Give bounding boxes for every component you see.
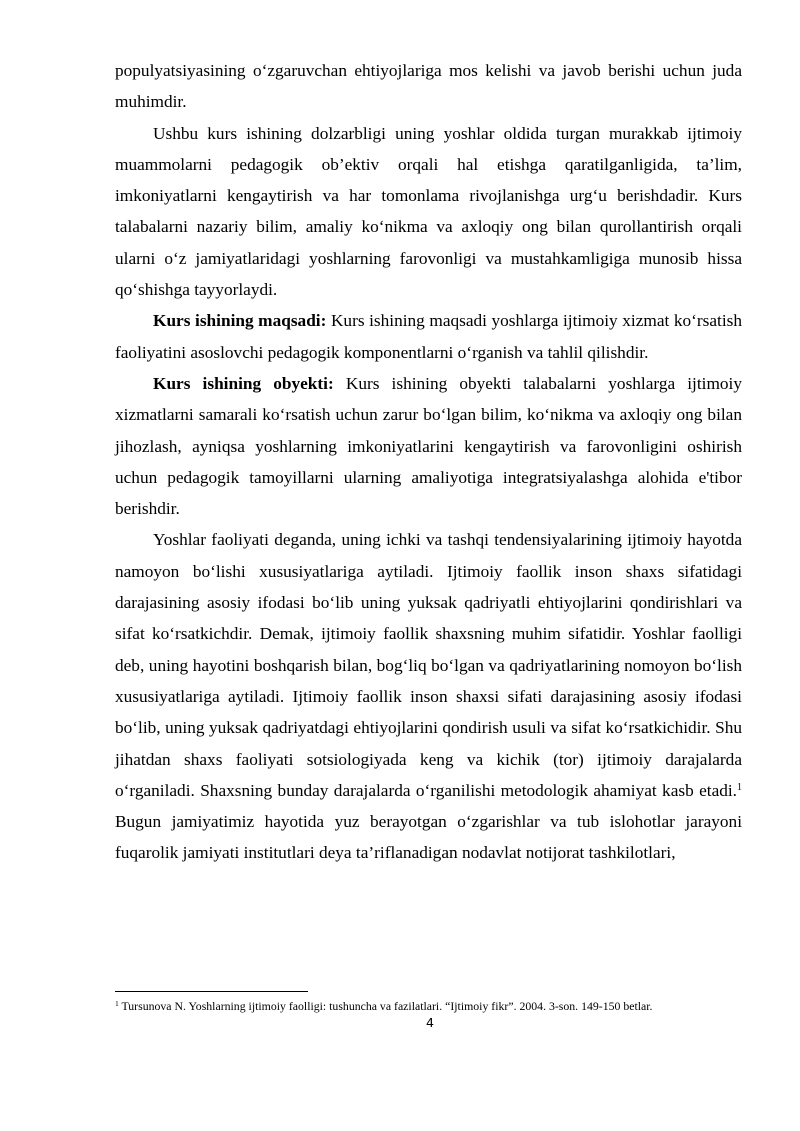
- activity-text-continued: Bugun jamiyatimiz hayotida yuz berayotgan o‘zgarishlar va tub islohotlar jarayoni fuqarolik jamiyati institutlari deya ta’riflanadigan nodavlat notijorat tashkilotlari,: [115, 812, 742, 863]
- paragraph-continuation: populyatsiyasining o‘zgaruvchan ehtiyojlariga mos kelishi va javob berishi uchun juda muhimdir.: [115, 61, 742, 112]
- footnote-separator: [115, 991, 308, 992]
- body-text: [115, 55, 742, 869]
- paragraph-object: [115, 368, 742, 524]
- footnote: [115, 999, 755, 1014]
- activity-text: Yoshlar faoliyati deganda, uning ichki va tashqi tendensiyalarining ijtimoiy hayotda namoyon bo‘lishi xususiyatlariga aytiladi. Ijtimoiy faollik inson shaxs sifatidagi darajasining asosiy ifodasi bo‘lib uning yuksak qadriyatli ehtiyojlarini qondirishlari va sifat ko‘rsatkichdir. Demak, ijtimoiy faollik shaxsning muhim sifatidir. Yoshlar faolligi deb, uning hayotini boshqarish bilan, bog‘liq bo‘lgan va qadriyatlarining nomoyon bo‘lish xususiyatlariga aytiladi. Ijtimoiy faollik inson shaxsi sifati darajasining asosiy ifodasi bo‘lib, uning yuksak qadriyatdagi ehtiyojlarini qondirish usuli va sifat ko‘rsatkichidir. Shu jihatdan shaxs faoliyati sotsiologiyada keng va kichik (tor) ijtimoiy darajalarda o‘rganiladi. Shaxsning bunday darajalarda o‘rganilishi metodologik ahamiyat kasb etadi.: [115, 530, 742, 800]
- paragraph-relevance: Ushbu kurs ishining dolzarbligi uning yoshlar oldida turgan murakkab ijtimoiy muammolarni pedagogik ob’ektiv orqali hal etishga qaratilganligida, ta’lim, imkoniyatlarni kengaytirish va har tomonlama rivojlanishga urg‘u berishdadir. Kurs talabalarni nazariy bilim, amaliy ko‘nikma va axloqiy ong bilan qurollantirish orqali ularni o‘z jamiyatlaridagi yoshlarning farovonligi va mustahkamligiga munosib hissa qo‘shishga tayyorlaydi.: [115, 123, 742, 300]
- page-number: 4: [426, 1015, 434, 1030]
- paragraph-activity: [115, 524, 742, 868]
- object-text: Kurs ishining obyekti talabalarni yoshlarga ijtimoiy xizmatlarni samarali ko‘rsatish uchun zarur bo‘lgan bilim, ko‘nikma va axloqiy ong bilan jihozlash, ayniqsa yoshlarning imkoniyatlarini kengaytirish va farovonligini oshirish uchun pedagogik tamoyillarni ularning amaliyotiga integratsiyalashga alohida e'tibor berishdir.: [115, 373, 742, 519]
- goal-label: Kurs ishining maqsadi:: [153, 311, 327, 331]
- object-label: Kurs ishining obyekti:: [153, 373, 334, 393]
- footnote-text: Tursunova N. Yoshlarning ijtimoiy faolligi: tushuncha va fazilatlari. “Ijtimoiy fikr”. 2004. 3-son. 149-150 betlar.: [118, 999, 653, 1013]
- paragraph-goal: [115, 305, 742, 368]
- footnote-marker: 1: [115, 999, 119, 1008]
- goal-text: Kurs ishining maqsadi yoshlarga ijtimoiy xizmat ko‘rsatish faoliyatini asoslovchi pedagogik komponentlarni o‘rganish va tahlil qilishdir.: [115, 311, 743, 362]
- footnote-reference[interactable]: 1: [737, 781, 742, 793]
